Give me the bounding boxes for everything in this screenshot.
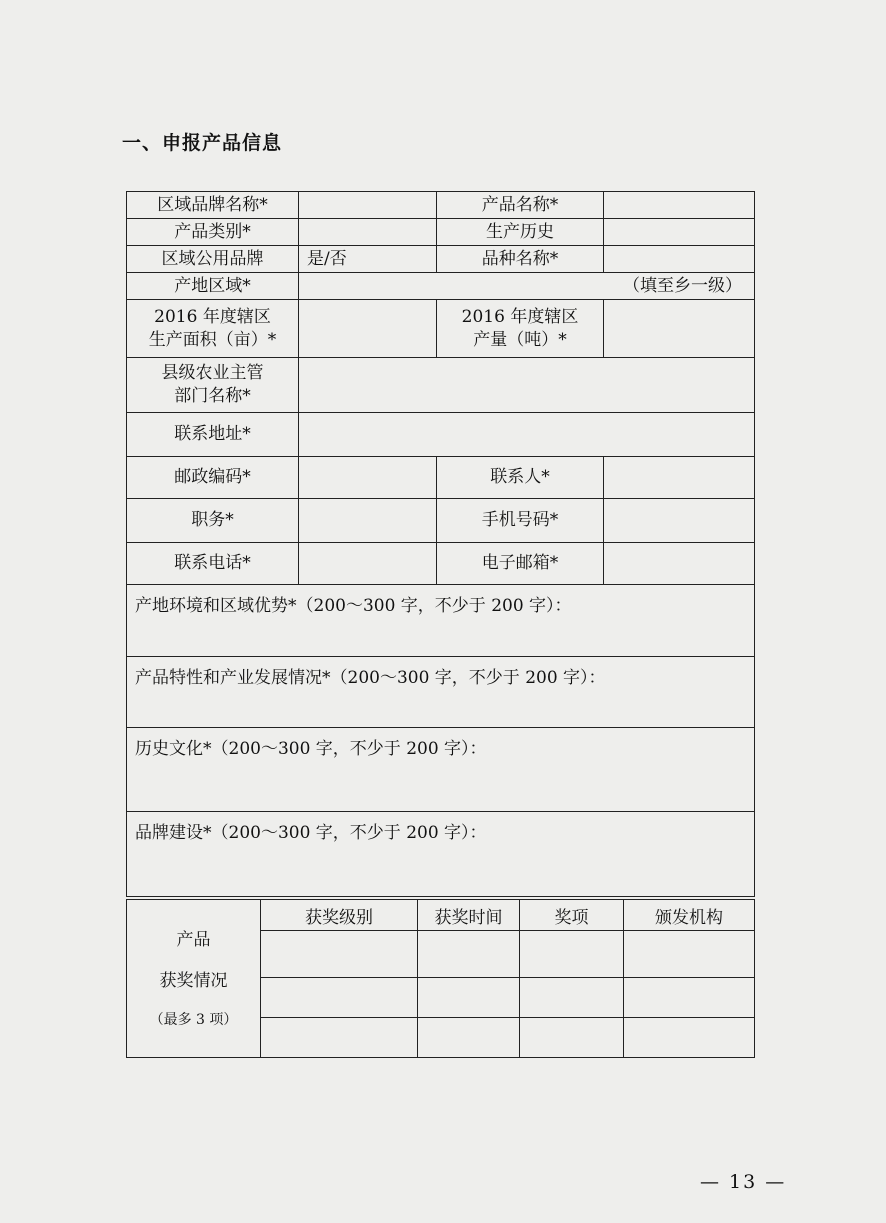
features-field[interactable] (127, 657, 755, 728)
award-item-cell[interactable] (520, 931, 624, 978)
dept-label (127, 358, 299, 413)
table-row (127, 192, 755, 219)
award-issuer-cell[interactable] (624, 978, 755, 1018)
table-row (127, 219, 755, 246)
category-field[interactable] (299, 219, 437, 246)
address-label: 联系地址* (127, 413, 299, 457)
awards-row-label (127, 900, 261, 1058)
award-issuer-cell[interactable] (624, 1018, 755, 1058)
contact-label: 联系人* (437, 457, 604, 499)
table-row (127, 413, 755, 457)
awards-table (126, 899, 755, 1058)
environment-field[interactable] (127, 585, 755, 657)
table-row (127, 585, 755, 657)
mobile-field[interactable] (604, 499, 755, 543)
award-item-cell[interactable] (520, 978, 624, 1018)
award-level-cell[interactable] (261, 1018, 418, 1058)
award-item-cell[interactable] (520, 1018, 624, 1058)
variety-field[interactable] (604, 246, 755, 273)
contact-field[interactable] (604, 457, 755, 499)
award-item-header: 奖项 (520, 900, 624, 931)
origin-label: 产地区域* (127, 273, 299, 300)
table-row (127, 657, 755, 728)
award-level-cell[interactable] (261, 931, 418, 978)
public-brand-field[interactable]: 是/否 (299, 246, 437, 273)
origin-field[interactable] (299, 273, 755, 300)
area-label (127, 300, 299, 358)
section-title: 一、申报产品信息 (122, 132, 283, 154)
position-field[interactable] (299, 499, 437, 543)
table-row (127, 358, 755, 413)
area-field[interactable] (299, 300, 437, 358)
table-row (127, 273, 755, 300)
table-row (127, 457, 755, 499)
culture-label: 历史文化*（200～300 字，不少于 200 字）： (135, 739, 487, 759)
table-row (127, 246, 755, 273)
table-row (127, 812, 755, 897)
phone-label: 联系电话* (127, 543, 299, 585)
environment-label: 产地环境和区域优势*（200～300 字，不少于 200 字）： (135, 596, 572, 616)
culture-field[interactable] (127, 728, 755, 812)
output-label-line-1: 2016 年度辖区 (461, 306, 579, 327)
table-row (127, 300, 755, 358)
awards-label-line-1: 产品 (176, 929, 211, 950)
product-name-label: 产品名称* (437, 192, 604, 219)
awards-label-line-2: 获奖情况 (159, 971, 228, 992)
category-label: 产品类别* (127, 219, 299, 246)
award-time-cell[interactable] (418, 931, 520, 978)
brand-name-field[interactable] (299, 192, 437, 219)
output-field[interactable] (604, 300, 755, 358)
award-issuer-header: 颁发机构 (624, 900, 755, 931)
award-level-header: 获奖级别 (261, 900, 418, 931)
position-label: 职务* (127, 499, 299, 543)
branding-label: 品牌建设*（200～300 字，不少于 200 字）： (135, 823, 487, 843)
features-label: 产品特性和产业发展情况*（200～300 字，不少于 200 字）： (135, 668, 606, 688)
mobile-label: 手机号码* (437, 499, 604, 543)
dept-label-line-1: 县级农业主管 (161, 363, 264, 384)
product-name-field[interactable] (604, 192, 755, 219)
dept-label-line-2: 部门名称* (174, 386, 251, 406)
dept-field[interactable] (299, 358, 755, 413)
table-row (127, 900, 755, 931)
table-row (127, 728, 755, 812)
postcode-field[interactable] (299, 457, 437, 499)
output-label (437, 300, 604, 358)
phone-field[interactable] (299, 543, 437, 585)
page-number: — 13 — (700, 1171, 787, 1193)
award-issuer-cell[interactable] (624, 931, 755, 978)
branding-field[interactable] (127, 812, 755, 897)
variety-label: 品种名称* (437, 246, 604, 273)
postcode-label: 邮政编码* (127, 457, 299, 499)
table-row (127, 499, 755, 543)
origin-note: （填至乡一级） (623, 275, 742, 296)
history-label: 生产历史 (437, 219, 604, 246)
output-label-line-2: 产量（吨）* (473, 329, 567, 350)
award-time-cell[interactable] (418, 978, 520, 1018)
award-time-cell[interactable] (418, 1018, 520, 1058)
application-form-table (126, 191, 755, 897)
award-time-header: 获奖时间 (418, 900, 520, 931)
address-field[interactable] (299, 413, 755, 457)
area-label-line-2: 生产面积（亩）* (148, 329, 277, 350)
history-field[interactable] (604, 219, 755, 246)
email-field[interactable] (604, 543, 755, 585)
public-brand-label: 区域公用品牌 (127, 246, 299, 273)
table-row (127, 543, 755, 585)
area-label-line-1: 2016 年度辖区 (154, 306, 271, 327)
brand-name-label: 区域品牌名称* (127, 192, 299, 219)
email-label: 电子邮箱* (437, 543, 604, 585)
award-level-cell[interactable] (261, 978, 418, 1018)
awards-label-line-3: （最多 3 项） (149, 1011, 238, 1028)
